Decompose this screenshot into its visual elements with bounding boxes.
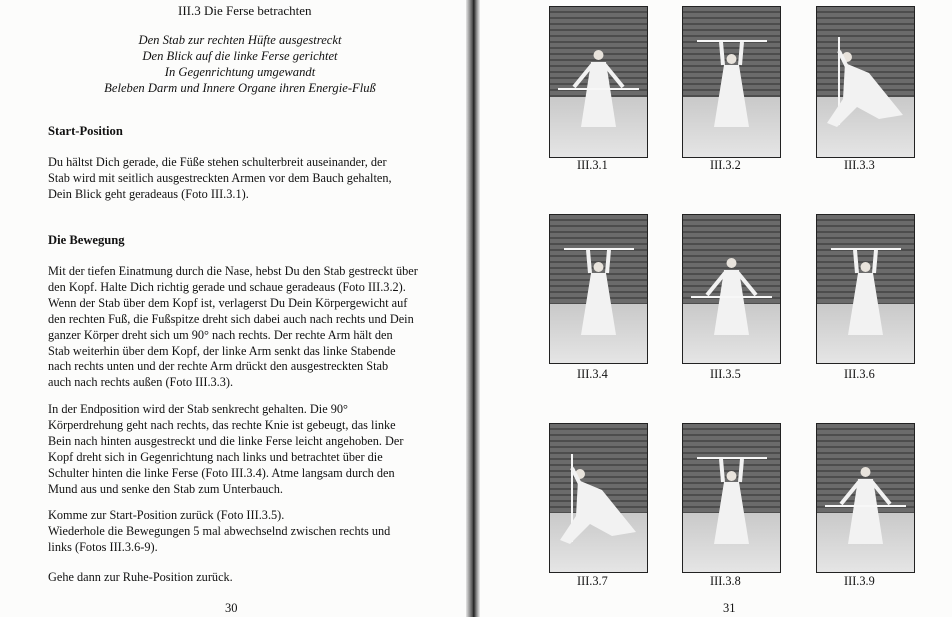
return-paragraph — [48, 508, 414, 556]
photo-caption: III.3.1 — [577, 158, 608, 172]
page-number-right: 31 — [723, 601, 736, 615]
pose-illustration — [550, 215, 647, 364]
section-title: III.3 Die Ferse betrachten — [178, 3, 312, 18]
exercise-photo — [549, 423, 648, 573]
text-line: Dein Blick geht geradeaus (Foto III.3.1). — [48, 186, 249, 201]
start-paragraph — [48, 155, 414, 203]
pose-illustration — [683, 215, 780, 364]
right-page — [478, 0, 952, 617]
pose-illustration — [817, 7, 914, 157]
photo-caption: III.3.9 — [844, 574, 875, 588]
text-line: Bein nach hinten ausgestreckt und die linke Ferse leicht angehoben. Der — [48, 433, 404, 448]
exercise-photo — [682, 423, 781, 573]
pose-illustration — [817, 215, 914, 364]
text-line: Mit der tiefen Einatmung durch die Nase, hebst Du den Stab gestreckt über — [48, 264, 418, 278]
poem-line: Den Stab zur rechten Hüfte ausgestreckt — [138, 33, 342, 47]
movement-heading: Die Bewegung — [48, 233, 125, 247]
text-line: Gehe dann zur Ruhe-Position zurück. — [48, 570, 233, 584]
pose-illustration — [817, 424, 914, 573]
text-line: nach rechts unten und der rechte Arm drückt den ausgestreckten Stab — [48, 359, 389, 374]
text-line: Kopf dreht sich in Gegenrichtung nach links und betrachtet über die — [48, 449, 383, 464]
photo-caption: III.3.4 — [577, 367, 608, 381]
exercise-photo — [549, 6, 648, 158]
photo-caption: III.3.7 — [577, 574, 608, 588]
poem-line: In Gegenrichtung umgewandt — [164, 65, 316, 79]
text-line: Mund aus und senke den Stab zum Unterbauch. — [48, 481, 283, 496]
exercise-photo — [816, 423, 915, 573]
rest-paragraph — [48, 570, 414, 586]
text-line: den rechten Fuß, die Fußspitze dreht sich dabei auch nach rechts und Dein — [48, 311, 414, 326]
pose-illustration — [683, 7, 780, 157]
text-line: Wenn der Stab über dem Kopf ist, verlagerst Du Dein Körpergewicht auf — [48, 295, 408, 310]
poem — [60, 32, 420, 96]
text-line: auch nach rechts außen (Foto III.3.3). — [48, 375, 234, 390]
photo-caption: III.3.8 — [710, 574, 741, 588]
end-position-paragraph — [48, 402, 414, 497]
photo-caption: III.3.5 — [710, 367, 741, 381]
text-line: Du hältst Dich gerade, die Füße stehen schulterbreit auseinander, der — [48, 155, 387, 169]
photo-caption: III.3.6 — [844, 367, 875, 381]
exercise-photo — [816, 214, 915, 364]
pose-illustration — [683, 424, 780, 573]
photo-caption: III.3.2 — [710, 158, 741, 172]
text-line: Komme zur Start-Position zurück (Foto III.3.5). — [48, 508, 285, 522]
exercise-photo — [682, 6, 781, 158]
poem-line: Beleben Darm und Innere Organe ihren Energie-Fluß — [104, 81, 376, 95]
text-line: Wiederhole die Bewegungen 5 mal abwechselnd zwischen rechts und — [48, 523, 391, 538]
pose-illustration — [550, 7, 647, 157]
text-line: Körperdrehung geht nach rechts, das rechte Knie ist gebeugt, das linke — [48, 417, 396, 432]
start-heading: Start-Position — [48, 124, 123, 138]
exercise-photo — [682, 214, 781, 364]
poem-line: Den Blick auf die linke Ferse gerichtet — [142, 49, 338, 63]
text-line: Schulter hinten die linke Ferse (Foto III.3.4). Atme langsam durch den — [48, 465, 395, 480]
left-page — [0, 0, 470, 617]
text-line: den Kopf. Halte Dich richtig gerade und schaue geradeaus (Foto III.3.2). — [48, 279, 406, 294]
text-line: ganzer Körper dreht sich um 90° nach rechts. Der rechte Arm hält den — [48, 327, 393, 342]
exercise-photo — [549, 214, 648, 364]
exercise-photo — [816, 6, 915, 158]
text-line: Stab weiterhin über dem Kopf, der linke Arm senkt das linke Stabende — [48, 343, 396, 358]
text-line: In der Endposition wird der Stab senkrecht gehalten. Die 90° — [48, 402, 348, 416]
photo-caption: III.3.3 — [844, 158, 875, 172]
movement-paragraph — [48, 264, 418, 391]
page-number-left: 30 — [225, 601, 238, 615]
text-line: links (Fotos III.3.6-9). — [48, 539, 158, 554]
text-line: Stab wird mit seitlich ausgestreckten Armen vor dem Bauch gehalten, — [48, 170, 392, 185]
pose-illustration — [550, 424, 647, 573]
